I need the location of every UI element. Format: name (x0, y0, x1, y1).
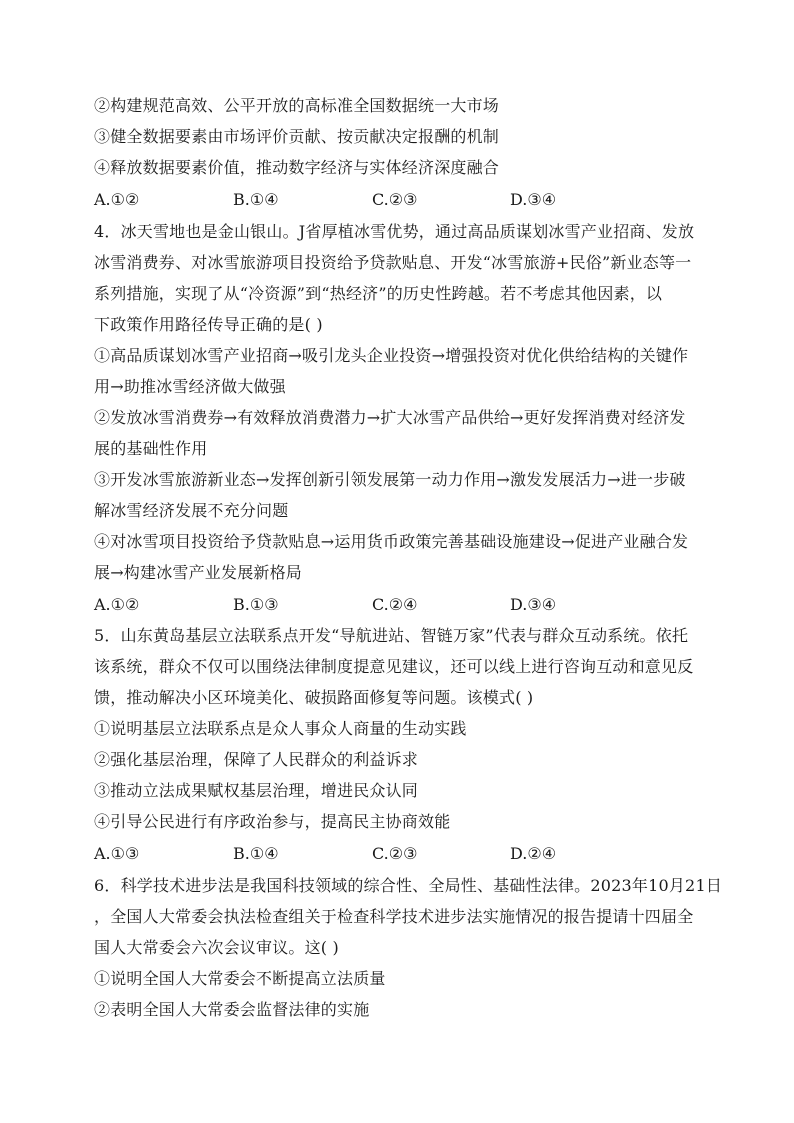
q4-statement-4b: 展→构建冰雪产业发展新格局 (94, 563, 303, 582)
q6-stem-line-1: 6．科学技术进步法是我国科技领域的综合性、全局性、基础性法律。2023年10月21日 (94, 876, 723, 895)
q3-option-d[interactable]: D.③④ (510, 190, 557, 209)
q3-option-a[interactable]: A.①② (94, 190, 140, 209)
q4-stem-line-4: 下政策作用路径传导正确的是( ) (94, 315, 323, 334)
q4-stem-line-1: 4．冰天雪地也是金山银山。J省厚植冰雪优势，通过高品质谋划冰雪产业招商、发放 (94, 222, 695, 241)
q4-statement-1b: 用→助推冰雪经济做大做强 (94, 377, 286, 396)
q6-stem-line-3: 国人大常委会六次会议审议。这( ) (94, 938, 339, 957)
q4-statement-3a: ③开发冰雪旅游新业态→发挥创新引领发展第一动力作用→激发发展活力→进一步破 (94, 470, 686, 489)
q5-statement-4: ④引导公民进行有序政治参与，提高民主协商效能 (94, 812, 451, 831)
q5-statement-2: ②强化基层治理，保障了人民群众的利益诉求 (94, 750, 419, 769)
q4-statement-2b: 展的基础性作用 (94, 439, 208, 458)
q5-statement-3: ③推动立法成果赋权基层治理，增进民众认同 (94, 781, 419, 800)
q3-statement-4: ④释放数据要素价值，推动数字经济与实体经济深度融合 (94, 158, 500, 177)
q4-statement-3b: 解冰雪经济发展不充分问题 (94, 501, 289, 520)
q3-options (94, 190, 704, 210)
q5-stem-line-2: 该系统，群众不仅可以围绕法律制度提意见建议，还可以线上进行咨询互动和意见反 (94, 657, 694, 676)
q4-option-b[interactable]: B.①③ (233, 595, 279, 614)
q5-option-d[interactable]: D.②④ (510, 844, 557, 863)
q5-option-c[interactable]: C.②③ (372, 844, 418, 863)
q5-option-a[interactable]: A.①③ (94, 844, 140, 863)
q3-option-c[interactable]: C.②③ (372, 190, 418, 209)
q6-statement-1: ①说明全国人大常委会不断提高立法质量 (94, 969, 386, 988)
q5-stem-line-1: 5．山东黄岛基层立法联系点开发“导航进站、智链万家”代表与群众互动系统。依托 (94, 626, 689, 645)
q4-statement-4a: ④对冰雪项目投资给予贷款贴息→运用货币政策完善基础设施建设→促进产业融合发 (94, 532, 689, 551)
q3-statement-2: ②构建规范高效、公平开放的高标准全国数据统一大市场 (94, 96, 500, 115)
q5-option-b[interactable]: B.①④ (233, 844, 279, 863)
q3-option-b[interactable]: B.①④ (233, 190, 279, 209)
q4-stem-line-3: 系列措施，实现了从“冷资源”到“热经济”的历史性跨越。若不考虑其他因素，以 (94, 284, 663, 303)
q4-option-a[interactable]: A.①② (94, 595, 140, 614)
q3-statement-3: ③健全数据要素由市场评价贡献、按贡献决定报酬的机制 (94, 127, 500, 146)
q5-options (94, 844, 704, 864)
q4-options (94, 595, 704, 615)
q5-statement-1: ①说明基层立法联系点是众人事众人商量的生动实践 (94, 719, 467, 738)
q6-stem-line-2: ，全国人大常委会执法检查组关于检查科学技术进步法实施情况的报告提请十四届全 (94, 907, 694, 926)
q4-stem-line-2: 冰雪消费券、对冰雪旅游项目投资给予贷款贴息、开发“冰雪旅游+民俗”新业态等一 (94, 253, 692, 272)
q4-option-c[interactable]: C.②④ (372, 595, 418, 614)
q5-stem-line-3: 馈，推动解决小区环境美化、破损路面修复等问题。该模式( ) (94, 688, 534, 707)
q4-option-d[interactable]: D.③④ (510, 595, 557, 614)
q4-statement-2a: ②发放冰雪消费券→有效释放消费潜力→扩大冰雪产品供给→更好发挥消费对经济发 (94, 408, 686, 427)
q6-statement-2: ②表明全国人大常委会监督法律的实施 (94, 1000, 370, 1019)
q4-statement-1a: ①高品质谋划冰雪产业招商→吸引龙头企业投资→增强投资对优化供给结构的关键作 (94, 346, 689, 365)
